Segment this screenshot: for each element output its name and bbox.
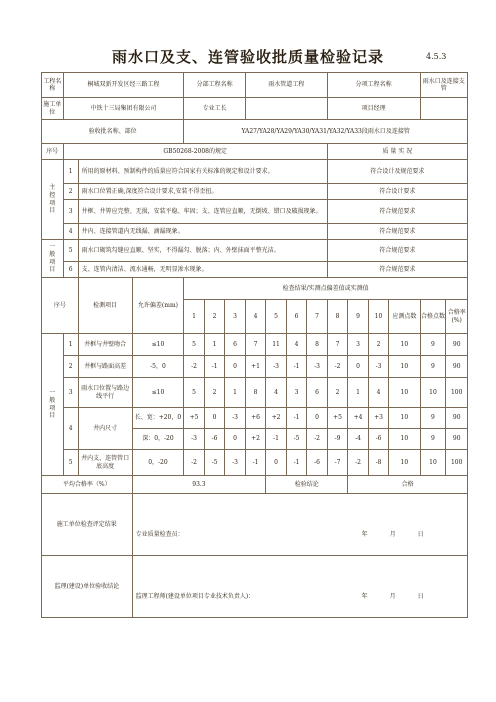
row-no: 1 bbox=[63, 334, 78, 356]
row-item: 井内尺寸 bbox=[78, 408, 132, 450]
row-value: 0 bbox=[348, 356, 368, 378]
point-header: 3 bbox=[225, 300, 246, 334]
item-text: 井内、连接管道内无线漏、滴漏现象。 bbox=[78, 224, 327, 240]
row-tolerance: 深：0，-20 bbox=[132, 429, 184, 450]
row-value: 4 bbox=[368, 378, 388, 408]
foreman-value bbox=[245, 98, 327, 120]
row-value: 7 bbox=[327, 334, 347, 356]
manager-label: 项目经理 bbox=[327, 98, 420, 120]
row-value: -1 bbox=[204, 356, 224, 378]
main-control-group: 主控项目 bbox=[42, 160, 64, 240]
item-no: 2 bbox=[63, 184, 78, 200]
row-pass: 9 bbox=[420, 429, 446, 450]
row-value: -2 bbox=[184, 450, 204, 476]
row-value: +5 bbox=[184, 408, 204, 429]
row-item: 井内支、连管管口底高度 bbox=[78, 450, 132, 476]
item-text: 支、连管内清洁、流水通畅，无明显渗水现象。 bbox=[78, 262, 327, 278]
row-value: 0 bbox=[225, 356, 246, 378]
row-value: 0 bbox=[307, 408, 328, 429]
row-pass: 10 bbox=[420, 450, 446, 476]
part-value: YA27/YA28/YA29/YA30/YA31/YA32/YA33段雨水口及连接管 bbox=[184, 120, 468, 144]
avg-rate-label: 平均合格率（%） bbox=[42, 476, 133, 494]
row-no: 4 bbox=[63, 408, 78, 450]
division-value: 雨水管道工程 bbox=[245, 73, 327, 98]
table-row bbox=[42, 450, 468, 476]
table-row bbox=[42, 356, 468, 378]
item-result: 符合设计要求 bbox=[327, 184, 467, 200]
row-value: 5 bbox=[184, 378, 204, 408]
item-label: 分项工程名称 bbox=[327, 73, 420, 98]
row-value: +1 bbox=[245, 356, 265, 378]
row-value: 1 bbox=[348, 378, 368, 408]
row-tolerance: ≤10 bbox=[132, 334, 184, 356]
row-value: -6 bbox=[204, 429, 224, 450]
item-no: 6 bbox=[63, 262, 78, 278]
inspector-label: 专业质量检查员： bbox=[135, 530, 184, 538]
item-result: 符合规范要求 bbox=[327, 240, 467, 262]
row-value: -7 bbox=[327, 450, 347, 476]
month-label: 月 bbox=[389, 530, 396, 538]
row-rate: 100 bbox=[446, 450, 468, 476]
item-text: 井框、井箅应完整、无损，安装平稳、牢固；支、连管应直顺，无倒坡、错口及破损现象。 bbox=[78, 200, 327, 224]
row-value: -1 bbox=[266, 429, 286, 450]
point-header: 5 bbox=[266, 300, 286, 334]
point-header: 8 bbox=[327, 300, 347, 334]
row-value: -2 bbox=[307, 429, 328, 450]
project-name-value: 桐城双新开发区经三路工程 bbox=[63, 73, 184, 98]
item-text: 雨水口砌筑勾缝应直顺、坚实，不得漏勾、脱落；内、外壁抹面平整光洁。 bbox=[78, 240, 327, 262]
supervisor-label: 监理(建设)单位验收结论 bbox=[42, 556, 133, 618]
row-value: -9 bbox=[327, 429, 347, 450]
row-value: +5 bbox=[327, 408, 347, 429]
avg-rate-value: 93.3 bbox=[132, 476, 266, 494]
row-value: 0 bbox=[225, 429, 246, 450]
measure-seq-header: 序号 bbox=[42, 278, 79, 334]
row-value: -1 bbox=[286, 356, 306, 378]
item-no: 1 bbox=[63, 160, 78, 184]
year-label: 年 bbox=[361, 592, 368, 600]
row-value: +2 bbox=[245, 429, 265, 450]
row-value: 6 bbox=[225, 334, 246, 356]
point-header: 4 bbox=[245, 300, 265, 334]
row-value: -3 bbox=[184, 429, 204, 450]
table-row bbox=[42, 378, 468, 408]
row-value: -3 bbox=[307, 356, 328, 378]
item-result: 符合规范要求 bbox=[327, 200, 467, 224]
row-value: -5 bbox=[286, 429, 306, 450]
row-value: -3 bbox=[225, 408, 246, 429]
item-result: 符合规范要求 bbox=[327, 224, 467, 240]
row-value: -8 bbox=[368, 450, 388, 476]
measure-item-header: 检测项目 bbox=[78, 278, 132, 334]
row-rate: 100 bbox=[446, 378, 468, 408]
row-no: 2 bbox=[63, 356, 78, 378]
manager-value bbox=[420, 98, 467, 120]
row-value: 2 bbox=[204, 378, 224, 408]
row-count: 10 bbox=[389, 356, 420, 378]
conclusion-value: 合格 bbox=[348, 476, 468, 494]
row-value: +4 bbox=[348, 408, 368, 429]
row-no: 3 bbox=[63, 378, 78, 408]
project-name-label: 工程名称 bbox=[42, 73, 64, 98]
row-value: -2 bbox=[348, 450, 368, 476]
point-header: 7 bbox=[307, 300, 328, 334]
row-value: -1 bbox=[286, 450, 306, 476]
rate-header: 合格率(%) bbox=[446, 300, 468, 334]
point-header: 2 bbox=[204, 300, 224, 334]
row-rate: 90 bbox=[446, 408, 468, 429]
item-value: 雨水口及连接支管 bbox=[420, 73, 467, 98]
point-header: 10 bbox=[368, 300, 388, 334]
row-no: 5 bbox=[63, 450, 78, 476]
contractor-eval-cell bbox=[132, 494, 467, 556]
row-pass: 9 bbox=[420, 356, 446, 378]
row-tolerance: -5，0 bbox=[132, 356, 184, 378]
row-tolerance: 长、宽：+20，0 bbox=[132, 408, 184, 429]
page-title: 雨水口及支、连管验收批质量检验记录 bbox=[111, 48, 384, 66]
supervisor-cell bbox=[132, 556, 467, 618]
row-value: -2 bbox=[327, 356, 347, 378]
item-text: 所用的原材料、预制构件的质量应符合国家有关标准的规定和设计要求。 bbox=[78, 160, 327, 184]
item-result: 符合设计及规范要求 bbox=[327, 160, 467, 184]
general-group: 一般项目 bbox=[42, 240, 64, 278]
row-value: 0 bbox=[266, 450, 286, 476]
row-pass: 10 bbox=[420, 378, 446, 408]
row-value: -6 bbox=[307, 450, 328, 476]
row-value: +3 bbox=[368, 408, 388, 429]
count-header: 应测点数 bbox=[389, 300, 420, 334]
row-value: +2 bbox=[266, 408, 286, 429]
row-tolerance: ≤10 bbox=[132, 378, 184, 408]
row-value: 4 bbox=[286, 334, 306, 356]
row-value: 1 bbox=[225, 378, 246, 408]
point-header: 6 bbox=[286, 300, 306, 334]
point-header: 9 bbox=[348, 300, 368, 334]
quality-header: 质 量 实 况 bbox=[327, 144, 467, 160]
results-header: 检查结果/实测点偏差值或实测值 bbox=[184, 278, 468, 300]
form-code: 4.5.3 bbox=[426, 52, 447, 61]
row-rate: 90 bbox=[446, 429, 468, 450]
conclusion-label: 检验结论 bbox=[266, 476, 348, 494]
month-label: 月 bbox=[389, 592, 396, 600]
row-value: 8 bbox=[307, 334, 328, 356]
row-value: -4 bbox=[348, 429, 368, 450]
seq-header: 序号 bbox=[42, 144, 64, 160]
table-row bbox=[42, 408, 468, 429]
row-count: 10 bbox=[389, 450, 420, 476]
row-item: 井框与井壁吻合 bbox=[78, 334, 132, 356]
supervisor-engineer-label: 监理工程师(建设单位项目专业技术负责人)： bbox=[135, 592, 255, 600]
row-item: 井框与路面高差 bbox=[78, 356, 132, 378]
item-text: 雨水口位置正确,深度符合设计要求,安装不得歪扭。 bbox=[78, 184, 327, 200]
row-value: -3 bbox=[266, 356, 286, 378]
row-value: -1 bbox=[245, 450, 265, 476]
division-label: 分部工程名称 bbox=[184, 73, 245, 98]
row-value: 4 bbox=[266, 378, 286, 408]
row-count: 10 bbox=[389, 429, 420, 450]
row-value: 6 bbox=[307, 378, 328, 408]
day-label: 日 bbox=[417, 592, 424, 600]
row-tolerance: 0，-20 bbox=[132, 450, 184, 476]
foreman-label: 专业工长 bbox=[184, 98, 245, 120]
row-value: 1 bbox=[204, 334, 224, 356]
contractor-value: 中铁十三局集团有限公司 bbox=[63, 98, 184, 120]
row-value: 2 bbox=[327, 378, 347, 408]
row-value: 0 bbox=[204, 408, 224, 429]
row-rate: 90 bbox=[446, 356, 468, 378]
pass-header: 合格点数 bbox=[420, 300, 446, 334]
item-no: 4 bbox=[63, 224, 78, 240]
table-row bbox=[42, 334, 468, 356]
row-value: -3 bbox=[368, 356, 388, 378]
row-count: 10 bbox=[389, 408, 420, 429]
contractor-eval-label: 施工单位检查评定结果 bbox=[42, 494, 133, 556]
row-value: 3 bbox=[286, 378, 306, 408]
row-rate: 90 bbox=[446, 334, 468, 356]
day-label: 日 bbox=[417, 530, 424, 538]
part-label: 验收批名称、部位 bbox=[42, 120, 184, 144]
item-result: 符合规范要求 bbox=[327, 262, 467, 278]
row-value: -5 bbox=[204, 450, 224, 476]
row-value: -1 bbox=[286, 408, 306, 429]
spec-header: GB50268-2008的规定 bbox=[63, 144, 327, 160]
row-value: -6 bbox=[368, 429, 388, 450]
point-header: 1 bbox=[184, 300, 204, 334]
tolerance-header: 允许偏差(mm) bbox=[132, 278, 184, 334]
contractor-label: 施工单位 bbox=[42, 98, 64, 120]
row-item: 雨水口位置与路边线平行 bbox=[78, 378, 132, 408]
row-value: -2 bbox=[184, 356, 204, 378]
row-value: 3 bbox=[348, 334, 368, 356]
row-value: 7 bbox=[245, 334, 265, 356]
year-label: 年 bbox=[361, 530, 368, 538]
row-value: 8 bbox=[245, 378, 265, 408]
item-no: 3 bbox=[63, 200, 78, 224]
row-value: 11 bbox=[266, 334, 286, 356]
row-pass: 9 bbox=[420, 334, 446, 356]
measure-group: 一般项目 bbox=[42, 334, 64, 476]
inspection-form bbox=[41, 72, 468, 618]
row-pass: 9 bbox=[420, 408, 446, 429]
item-no: 5 bbox=[63, 240, 78, 262]
row-value: 5 bbox=[184, 334, 204, 356]
row-count: 10 bbox=[389, 378, 420, 408]
row-value: 2 bbox=[368, 334, 388, 356]
row-value: +6 bbox=[245, 408, 265, 429]
row-value: -3 bbox=[225, 450, 246, 476]
row-count: 10 bbox=[389, 334, 420, 356]
